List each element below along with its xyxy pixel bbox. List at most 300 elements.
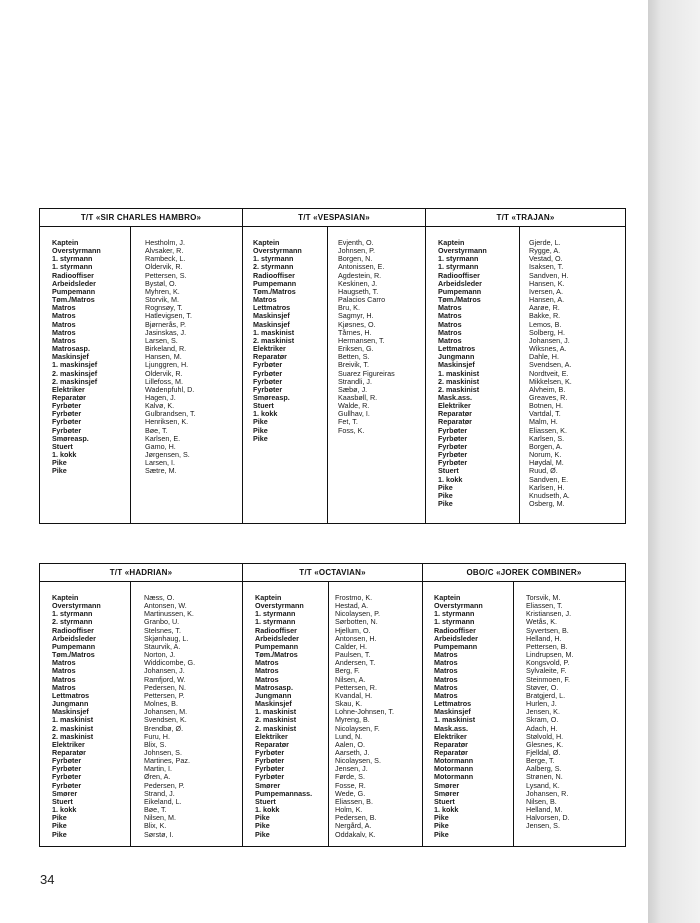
crew-role: Tøm./Matros [255, 650, 298, 660]
ship-title: T/T «TRAJAN» [426, 209, 625, 227]
crew-role: Pumpemann [52, 286, 96, 296]
crew-name: Nilsen, A. [335, 674, 366, 684]
crew-role: Reparatør [52, 747, 86, 757]
crew-role: Fyrbøter [255, 764, 285, 774]
crew-role: Matros [438, 327, 462, 337]
crew-role: Radiooffiser [52, 270, 94, 280]
crew-name: Oldervik, R. [145, 262, 183, 272]
crew-name: Botnen, H. [529, 401, 563, 411]
crew-role: Fyrbøter [52, 756, 82, 766]
crew-role: Matros [52, 327, 76, 337]
crew-name: Haugseth, T. [338, 286, 379, 296]
crew-role: Matros [52, 682, 76, 692]
crew-role: Kaptein [52, 238, 79, 247]
crew-name: Andersen, T. [335, 658, 376, 668]
crew-name: Breivik, T. [338, 360, 370, 370]
crew-name: Halvorsen, D. [526, 813, 570, 823]
page-number: 34 [40, 872, 55, 887]
crew-name: Martines, Paz. [144, 756, 190, 766]
crew-name: Hjellum, O. [335, 625, 371, 635]
crew-name: Gamo, H. [145, 441, 176, 451]
crew-role: Smører [255, 780, 281, 790]
crew-name: Agdestein, R. [338, 270, 382, 280]
crew-name: Myhren, K. [145, 286, 180, 296]
crew-role: Mask.ass. [438, 392, 472, 402]
crew-role: Radiooffiser [52, 625, 94, 635]
crew-name: Jørgensen, S. [145, 450, 190, 460]
crew-name: Helland, M. [526, 805, 563, 815]
crew-name: Borgen, N. [338, 254, 373, 264]
crew-name: Sandven, E. [529, 474, 569, 484]
crew-role: Matros [52, 666, 76, 676]
crew-role: Fyrbøter [52, 417, 82, 427]
crew-name: Vestad, O. [529, 254, 563, 264]
crew-name: Ljunggren, H. [145, 360, 189, 370]
crew-name: Lund, N. [335, 731, 363, 741]
ship-title: T/T «OCTAVIAN» [243, 564, 422, 582]
crew-role: Radiooffiser [255, 625, 297, 635]
crew-name: Hermansen, T. [338, 335, 385, 345]
crew-name: Sætre, M. [145, 466, 177, 476]
crew-name: Høydal, M. [529, 458, 564, 468]
crew-name: Wiksnes, A. [529, 344, 567, 354]
crew-name: Molnes, B. [144, 699, 178, 709]
crew-name: Tårnes, H. [338, 327, 372, 337]
crew-role: Mask.ass. [434, 723, 468, 733]
crew-name: Kongsvold, P. [526, 658, 570, 668]
column-divider [328, 582, 329, 846]
crew-name: Furu, H. [144, 731, 170, 741]
crew-name: Isaksen, T. [529, 262, 564, 272]
crew-role: Pike [52, 821, 67, 831]
crew-role: Reparatør [434, 739, 468, 749]
crew-name: Johnsen, S. [144, 747, 182, 757]
crew-role: 1. styrmann [434, 617, 475, 627]
ship-title: T/T «VESPASIAN» [243, 209, 425, 227]
crew-role: Reparatør [253, 352, 287, 362]
crew-name: Bøe, T. [144, 805, 167, 815]
crew-role: Reparatør [255, 739, 289, 749]
crew-name: Bru, K. [338, 303, 360, 313]
page-gutter-shadow [648, 0, 700, 923]
crew-name: Sæbø, J. [338, 384, 368, 394]
crew-name: Hestad, A. [335, 601, 369, 611]
crew-name: Svendsen, K. [144, 715, 187, 725]
crew-role: Pike [434, 829, 449, 839]
crew-role: Radiooffiser [253, 270, 295, 280]
crew-name: Bjørnerås, P. [145, 319, 187, 329]
crew-role: Pike [52, 458, 67, 468]
crew-role: Pike [253, 417, 268, 427]
crew-name: Stelsnes, T. [144, 625, 182, 635]
crew-role: Pumpemann [255, 641, 299, 651]
crew-role: Fyrbøter [52, 780, 82, 790]
crew-role: 2. maskinist [438, 376, 480, 386]
crew-name: Kvandal, H. [335, 690, 373, 700]
crew-role: Elektriker [52, 739, 85, 749]
crew-name: Helland, H. [526, 633, 562, 643]
crew-role: Matros [255, 658, 279, 668]
crew-role: Fyrbøter [438, 433, 468, 443]
crew-role: 2. styrmann [52, 617, 93, 627]
crew-name: Bøe, T. [145, 425, 168, 435]
crew-role: 1. maskinist [434, 715, 476, 725]
crew-name: Sørstø, I. [144, 829, 174, 839]
column-divider [130, 227, 131, 523]
crew-name: Støver, O. [526, 682, 559, 692]
crew-name: Larsen, I. [145, 458, 175, 468]
crew-role: Fyrbøter [52, 764, 82, 774]
crew-role: Overstyrmann [438, 246, 487, 256]
crew-role: Pike [52, 813, 67, 823]
names-column [529, 239, 572, 508]
crew-role: Matros [255, 666, 279, 676]
crew-role: Matros [434, 674, 458, 684]
crew-role: Matros [52, 311, 76, 321]
crew-name: Hansen, M. [145, 352, 182, 362]
crew-name: Mikkelsen, K. [529, 376, 572, 386]
crew-name: Sørbotten, N. [335, 617, 378, 627]
crew-name: Fet, T. [338, 417, 358, 427]
crew-name: Pettersen, P. [144, 690, 185, 700]
crew-name: Antonsen, H. [335, 633, 377, 643]
crew-role: Maskinsjef [434, 707, 471, 717]
crew-role: 1. styrmann [253, 254, 294, 264]
crew-name: Skram, O. [526, 715, 559, 725]
crew-name: Foss, K. [338, 425, 365, 435]
crew-name: Sylvaleite, F. [526, 666, 567, 676]
crew-name: Evjenth, O. [338, 238, 374, 247]
crew-role: Reparatør [52, 392, 86, 402]
crew-role: Kaptein [434, 593, 461, 602]
crew-role: Fyrbøter [255, 747, 285, 757]
crew-role: Lettmatros [434, 699, 472, 709]
crew-name: Walde, R. [338, 401, 370, 411]
crew-name: Berg, F. [335, 666, 360, 676]
crew-name: Fjelldal, Ø. [526, 747, 561, 757]
crew-role: 1. kokk [438, 474, 463, 484]
crew-name: Johansen, J. [529, 335, 570, 345]
crew-name: Steinmoen, F. [526, 674, 570, 684]
crew-name: Lemos, B. [529, 319, 562, 329]
roles-column [52, 239, 101, 476]
crew-name: Nilsen, B. [526, 796, 557, 806]
crew-name: Widdicombe, G. [144, 658, 196, 668]
crew-name: Martin, I. [144, 764, 172, 774]
crew-role: Fyrbøter [438, 450, 468, 460]
crew-name: Antonissen, E. [338, 262, 385, 272]
crew-role: Matrosasp. [52, 344, 90, 354]
crew-name: Gulbrandsen, T. [145, 409, 196, 419]
crew-role: Fyrbøter [255, 772, 285, 782]
crew-name: Vartdal, T. [529, 409, 561, 419]
crew-role: Arbeidsleder [255, 633, 299, 643]
crew-role: Stuert [52, 796, 73, 806]
crew-role: Pike [255, 829, 270, 839]
names-column [144, 594, 195, 839]
ship-title: OBO/C «JOREK COMBINER» [423, 564, 625, 582]
crew-name: Glesnes, K. [526, 739, 564, 749]
crew-role: Pumpemannass. [255, 788, 313, 798]
crew-name: Bratgjerd, L. [526, 690, 566, 700]
crew-role: 2. maskinist [52, 723, 94, 733]
crew-name: Osberg, M. [529, 499, 565, 508]
crew-role: Maskinsjef [253, 311, 290, 321]
crew-role: Pike [255, 813, 270, 823]
crew-name: Solberg, H. [529, 327, 565, 337]
crew-role: Matros [434, 658, 458, 668]
crew-role: Maskinsjef [255, 699, 292, 709]
crew-role: 2. styrmann [253, 262, 294, 272]
crew-name: Aarøe, R. [529, 303, 560, 313]
column-divider [130, 582, 131, 846]
crew-name: Hansen, A. [529, 295, 565, 305]
crew-role: Matros [52, 303, 76, 313]
crew-name: Syvertsen, B. [526, 625, 569, 635]
crew-name: Wadenpfuhl, D. [145, 384, 195, 394]
crew-name: Brendbø, Ø. [144, 723, 184, 733]
crew-name: Aalberg, S. [526, 764, 562, 774]
crew-role: Maskinsjef [52, 352, 89, 362]
crew-name: Førde, S. [335, 772, 365, 782]
crew-name: Borgen, A. [529, 441, 563, 451]
crew-role: Arbeidsleder [434, 633, 478, 643]
crew-role: Matros [434, 666, 458, 676]
names-column [335, 594, 394, 839]
column-divider [513, 582, 514, 846]
crew-role: Smører [434, 788, 460, 798]
crew-name: Greaves, R. [529, 392, 568, 402]
crew-role: 2. maskinist [52, 731, 94, 741]
crew-role: Fyrbøter [253, 384, 283, 394]
crew-role: Pike [434, 813, 449, 823]
crew-name: Granbo, U. [144, 617, 180, 627]
crew-name: Pedersen, B. [335, 813, 377, 823]
crew-name: Sagmyr, H. [338, 311, 374, 321]
crew-role: Kaptein [253, 238, 280, 247]
ship-hadrian [40, 564, 242, 846]
crew-name: Hestholm, J. [145, 238, 185, 247]
crew-name: Bystøl, O. [145, 278, 177, 288]
crew-name: Hatlevigsen, T. [145, 311, 193, 321]
crew-role: 1. styrmann [438, 262, 479, 272]
crew-name: Kjøsnes, O. [338, 319, 376, 329]
crew-name: Aarseth, J. [335, 747, 370, 757]
crew-role: 1. styrmann [52, 262, 93, 272]
crew-role: Kaptein [52, 593, 79, 602]
crew-role: Pike [438, 490, 453, 500]
crew-name: Alvsaker, R. [145, 246, 184, 256]
crew-name: Myreng, B. [335, 715, 370, 725]
crew-name: Storvik, M. [145, 295, 179, 305]
column-divider [519, 227, 520, 523]
crew-role: Pike [52, 466, 67, 476]
crew-name: Stølvold, H. [526, 731, 564, 741]
crew-name: Ramfjord, W. [144, 674, 186, 684]
crew-name: Nicolaysen, S. [335, 756, 381, 766]
crew-role: 1. styrmann [255, 609, 296, 619]
crew-role: Jungmann [52, 699, 89, 709]
crew-role: Pike [253, 433, 268, 443]
crew-role: Motormann [434, 756, 474, 766]
crew-role: Matros [434, 690, 458, 700]
crew-role: 1. kokk [52, 450, 77, 460]
crew-role: Jungmann [438, 352, 475, 362]
crew-role: Matros [438, 303, 462, 313]
crew-name: Eliassen, T. [526, 601, 563, 611]
crew-role: Pumpemann [52, 641, 96, 651]
crew-name: Nergård, A. [335, 821, 372, 831]
crew-name: Svendsen, A. [529, 360, 572, 370]
crew-name: Paulsen, T. [335, 650, 371, 660]
crew-name: Rygge, A. [529, 246, 561, 256]
crew-name: Berge, T. [526, 756, 555, 766]
crew-name: Karlsen, E. [145, 433, 181, 443]
crew-role: Arbeidsleder [52, 633, 96, 643]
crew-role: Tøm./Matros [438, 295, 481, 305]
crew-role: Overstyrmann [253, 246, 302, 256]
crew-role: Pike [52, 829, 67, 839]
roles-column [253, 239, 302, 443]
crew-name: Skau, K. [335, 699, 363, 709]
crew-name: Nordtveit, E. [529, 368, 569, 378]
crew-name: Antonsen, W. [144, 601, 187, 611]
crew-name: Pedersen, N. [144, 682, 186, 692]
ship-vespasian [242, 209, 425, 523]
crew-role: 1. maskinist [52, 715, 94, 725]
crew-role: Tøm./Matros [253, 286, 296, 296]
crew-role: Stuert [253, 401, 274, 411]
crew-name: Knudseth, A. [529, 490, 570, 500]
crew-name: Malm, H. [529, 417, 558, 427]
crew-table-top [39, 208, 626, 524]
crew-name: Lillefoss, M. [145, 376, 183, 386]
crew-name: Kalvø, K. [145, 401, 175, 411]
crew-role: Lettmatros [52, 690, 90, 700]
crew-name: Norum, K. [529, 450, 562, 460]
crew-name: Hagen, J. [145, 392, 176, 402]
crew-role: Elektriker [253, 344, 286, 354]
crew-role: Reparatør [438, 409, 472, 419]
crew-name: Johansen, J. [144, 666, 185, 676]
crew-name: Rognsøy, T. [145, 303, 183, 313]
crew-name: Rambeck, L. [145, 254, 186, 264]
crew-name: Pettersen, R. [335, 682, 377, 692]
crew-role: Maskinsjef [438, 360, 475, 370]
crew-name: Hansen, K. [529, 278, 565, 288]
crew-role: 2. maskinsjef [52, 376, 98, 386]
crew-role: Radiooffiser [434, 625, 476, 635]
crew-name: Fosse, R. [335, 780, 366, 790]
crew-role: Matros [52, 674, 76, 684]
crew-name: Lysand, K. [526, 780, 560, 790]
ship-title: T/T «HADRIAN» [40, 564, 242, 582]
crew-name: Martinussen, K. [144, 609, 194, 619]
crew-name: Larsen, S. [145, 335, 178, 345]
crew-name: Blix, K. [144, 821, 167, 831]
crew-name: Oddakalv, K. [335, 829, 376, 839]
crew-name: Norton, J. [144, 650, 176, 660]
crew-role: Fyrbøter [438, 441, 468, 451]
crew-role: Overstyrmann [52, 246, 101, 256]
crew-role: Matros [434, 650, 458, 660]
crew-name: Lindrupsen, M. [526, 650, 574, 660]
crew-role: Tøm./Matros [52, 295, 95, 305]
crew-role: Lettmatros [438, 344, 476, 354]
crew-role: Fyrbøter [52, 425, 82, 435]
crew-role: Kaptein [438, 238, 465, 247]
crew-name: Pettersen, S. [145, 270, 187, 280]
crew-name: Holm, K. [335, 805, 363, 815]
crew-name: Henriksen, K. [145, 417, 189, 427]
roles-column [52, 594, 101, 839]
crew-role: 1. styrmann [52, 254, 93, 264]
crew-name: Palacios Carro [338, 295, 386, 305]
crew-role: Radiooffiser [438, 270, 480, 280]
crew-role: Matros [438, 335, 462, 345]
crew-name: Kristiansen, J. [526, 609, 572, 619]
crew-role: Elektriker [438, 401, 471, 411]
crew-name: Johansen, R. [526, 788, 569, 798]
crew-role: 2. maskinsjef [52, 368, 98, 378]
crew-name: Strandli, J. [338, 376, 372, 386]
crew-role: Fyrbøter [438, 425, 468, 435]
crew-role: Pike [438, 499, 453, 508]
crew-role: Fyrbøter [52, 409, 82, 419]
crew-name: Eliassen, K. [529, 425, 567, 435]
crew-name: Eriksen, G. [338, 344, 374, 354]
crew-name: Suarez Figureiras [338, 368, 395, 378]
crew-role: 1. kokk [434, 805, 459, 815]
crew-name: Gullhav, I. [338, 409, 370, 419]
crew-role: 2. maskinist [255, 715, 297, 725]
crew-name: Jasinskas, J. [145, 327, 187, 337]
crew-role: 1. styrmann [438, 254, 479, 264]
roles-column [438, 239, 487, 508]
crew-role: Reparatør [434, 747, 468, 757]
crew-name: Pettersen, B. [526, 641, 568, 651]
ship-trajan [425, 209, 625, 523]
names-column [526, 594, 574, 831]
crew-role: Jungmann [255, 690, 292, 700]
crew-role: 1. kokk [255, 805, 280, 815]
crew-role: Fyrbøter [438, 458, 468, 468]
crew-name: Keskinen, J. [338, 278, 378, 288]
crew-name: Staurvik, A. [144, 641, 181, 651]
crew-role: Motormann [434, 772, 474, 782]
crew-role: Matros [52, 658, 76, 668]
crew-role: Overstyrmann [52, 601, 101, 611]
names-column [338, 239, 395, 435]
names-column [145, 239, 196, 476]
ship-jorek-combiner [422, 564, 625, 846]
crew-role: Motormann [434, 764, 474, 774]
crew-role: Maskinsjef [52, 707, 89, 717]
crew-name: Torsvik, M. [526, 593, 561, 602]
crew-name: Nicolaysen, P. [335, 609, 381, 619]
crew-name: Jensen, S. [526, 821, 560, 831]
crew-name: Sandven, H. [529, 270, 569, 280]
crew-name: Iversen, A. [529, 286, 563, 296]
crew-name: Lohne-Johnsen, T. [335, 707, 395, 717]
crew-role: Elektriker [255, 731, 288, 741]
ship-octavian [242, 564, 422, 846]
crew-role: Kaptein [255, 593, 282, 602]
crew-role: Pumpemann [438, 286, 482, 296]
crew-role: 1. maskinsjef [52, 360, 98, 370]
roles-column [434, 594, 483, 839]
crew-role: Matros [255, 674, 279, 684]
